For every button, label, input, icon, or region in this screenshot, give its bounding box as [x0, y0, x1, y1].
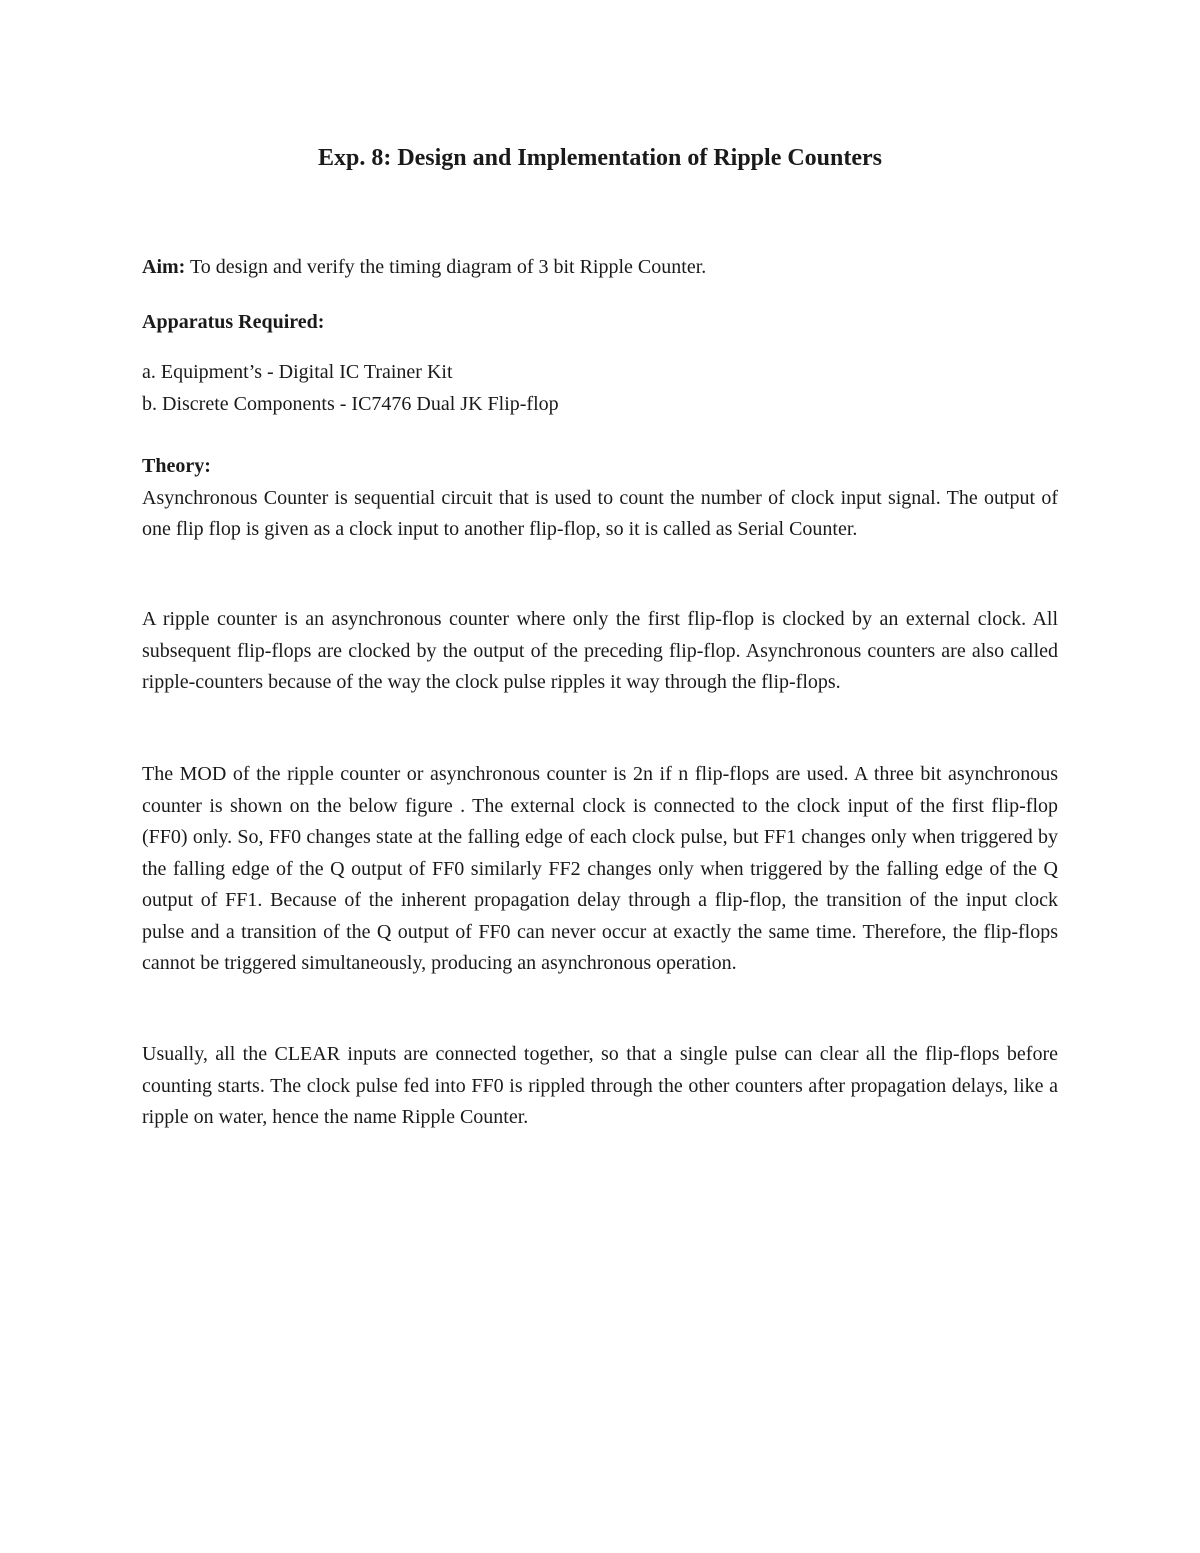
page-title: Exp. 8: Design and Implementation of Ripple Counters	[317, 145, 883, 171]
apparatus-heading-text: Apparatus Required:	[142, 311, 325, 333]
aim-body: To design and verify the timing diagram of 3 bit Ripple Counter.	[185, 256, 707, 278]
aim-section	[142, 252, 1058, 284]
theory-paragraph-1: Asynchronous Counter is sequential circuit that is used to count the number of clock input signal. The output of one flip flop is given as a clock input to another flip-flop, so it is called as Serial Counter.	[142, 486, 1058, 540]
apparatus-item: b. Discrete Components - IC7476 Dual JK Flip-flop	[142, 392, 559, 415]
theory-section	[142, 451, 1058, 546]
theory-heading: Theory:	[142, 455, 211, 477]
theory-paragraph-2: A ripple counter is an asynchronous counter where only the first flip-flop is clocked by an external clock. All subsequent flip-flops are clocked by the output of the preceding flip-flop. Asynchronous counters are also called ripple-counters because of the way the clock pulse ripples it way through the flip-flops.	[142, 608, 1058, 693]
theory-paragraph-4: Usually, all the CLEAR inputs are connected together, so that a single pulse can clear all the flip-flops before counting starts. The clock pulse fed into FF0 is rippled through the other counters after propagation delays, like a ripple on water, hence the name Ripple Counter.	[142, 1043, 1058, 1128]
theory-paragraph-2-block	[142, 604, 1058, 699]
theory-paragraph-3-block	[142, 759, 1058, 980]
apparatus-list	[142, 357, 1058, 420]
apparatus-item: a. Equipment’s - Digital IC Trainer Kit	[142, 361, 453, 383]
aim-text	[142, 252, 1058, 284]
theory-paragraph-4-block	[142, 1039, 1058, 1134]
apparatus-heading	[142, 307, 1058, 339]
aim-label: Aim:	[142, 256, 186, 278]
theory-paragraph-3: The MOD of the ripple counter or asynchronous counter is 2n if n flip-flops are used. A three bit asynchronous counter is shown on the below figure . The external clock is connected to the clock input of the first flip-flop (FF0) only. So, FF0 changes state at the falling edge of each clock pulse, but FF1 changes only when triggered by the falling edge of the Q output of FF0 similarly FF2 changes only when triggered by the falling edge of the Q output of FF1. Because of the inherent propagation delay through a flip-flop, the transition of the input clock pulse and a transition of the Q output of FF0 can never occur at exactly the same time. Therefore, the flip-flops cannot be triggered simultaneously, producing an asynchronous operation.	[142, 763, 1058, 974]
